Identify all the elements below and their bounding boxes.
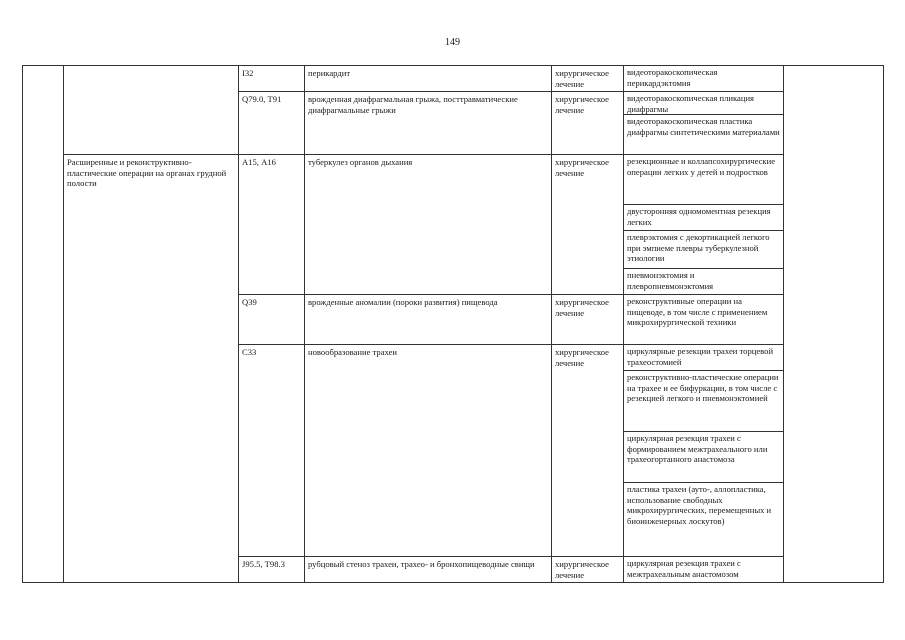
code-cell: Q79.0, Т91 — [239, 92, 305, 155]
page-number: 149 — [445, 37, 460, 48]
procedures-cell — [624, 345, 784, 557]
procedure-item: пластика трахеи (ауто-, аллопластика, использование свободных микрохирургических, перемещенных и биоинженерных лоскутов) — [624, 482, 783, 526]
procedure-item: видеоторакоскопическая перикардэктомия — [627, 67, 718, 88]
code-cell: С33 — [239, 345, 305, 557]
procedures-cell — [624, 66, 784, 92]
code-cell: J95.5, Т98.3 — [239, 557, 305, 583]
table-row — [23, 66, 884, 92]
procedure-item: видеоторакоскопическая пликация диафрагмы — [627, 93, 754, 114]
procedure-item: плеврэктомия с декортикацией легкого при эмпиеме плевры туберкулезной этиологии — [624, 230, 783, 268]
procedure-item: циркулярные резекции трахеи торцевой трахеостомией — [627, 346, 774, 367]
procedure-item: реконструктивно-пластические операции на трахее и ее бифуркации, в том числе с резекцией легкого и пневмонэктомией — [624, 370, 783, 431]
procedure-item: реконструктивные операции на пищеводе, в том числе с применением микрохирургической техники — [627, 296, 768, 328]
code-cell: А15, А16 — [239, 155, 305, 295]
diagnosis-cell: туберкулез органов дыхания — [305, 155, 552, 295]
code-cell: Q39 — [239, 295, 305, 345]
procedure-item: циркулярная резекция трахеи с межтрахеальным анастомозом — [627, 558, 741, 579]
diagnosis-cell: новообразование трахеи — [305, 345, 552, 557]
treatment-cell: хирургическое лечение — [552, 92, 624, 155]
procedure-item: резекционные и коллапсохирургические операции легких у детей и подростков — [627, 156, 776, 177]
diagnosis-cell: врожденная диафрагмальная грыжа, посттравматические диафрагмальные грыжи — [305, 92, 552, 155]
treatment-cell: хирургическое лечение — [552, 155, 624, 295]
treatment-cell: хирургическое лечение — [552, 295, 624, 345]
procedure-item: циркулярная резекция трахеи с формированием межтрахеального или трахеогортанного анастомоза — [624, 431, 783, 482]
index-cell — [23, 66, 64, 583]
treatment-cell: хирургическое лечение — [552, 345, 624, 557]
procedure-item: пневмонэктомия и плевропневмонэктомия — [624, 268, 783, 291]
table-row — [23, 155, 884, 295]
diagnosis-cell: рубцовый стеноз трахеи, трахео- и бронхопищеводные свищи — [305, 557, 552, 583]
extra-cell — [784, 66, 884, 583]
section-cell-empty — [64, 66, 239, 155]
code-cell: I32 — [239, 66, 305, 92]
diagnosis-cell: врожденные аномалии (пороки развития) пищевода — [305, 295, 552, 345]
procedure-item: двусторонняя одномоментная резекция легких — [624, 204, 783, 230]
section-cell: Расширенные и реконструктивно-пластические операции на органах грудной полости — [64, 155, 239, 583]
medical-care-table — [22, 65, 884, 583]
procedures-cell — [624, 92, 784, 155]
procedures-cell — [624, 155, 784, 295]
procedures-cell — [624, 295, 784, 345]
diagnosis-cell: перикардит — [305, 66, 552, 92]
treatment-cell: хирургическое лечение — [552, 66, 624, 92]
procedures-cell — [624, 557, 784, 583]
procedure-item: видеоторакоскопическая пластика диафрагмы синтетическими материалами — [624, 114, 783, 137]
treatment-cell: хирургическое лечение — [552, 557, 624, 583]
